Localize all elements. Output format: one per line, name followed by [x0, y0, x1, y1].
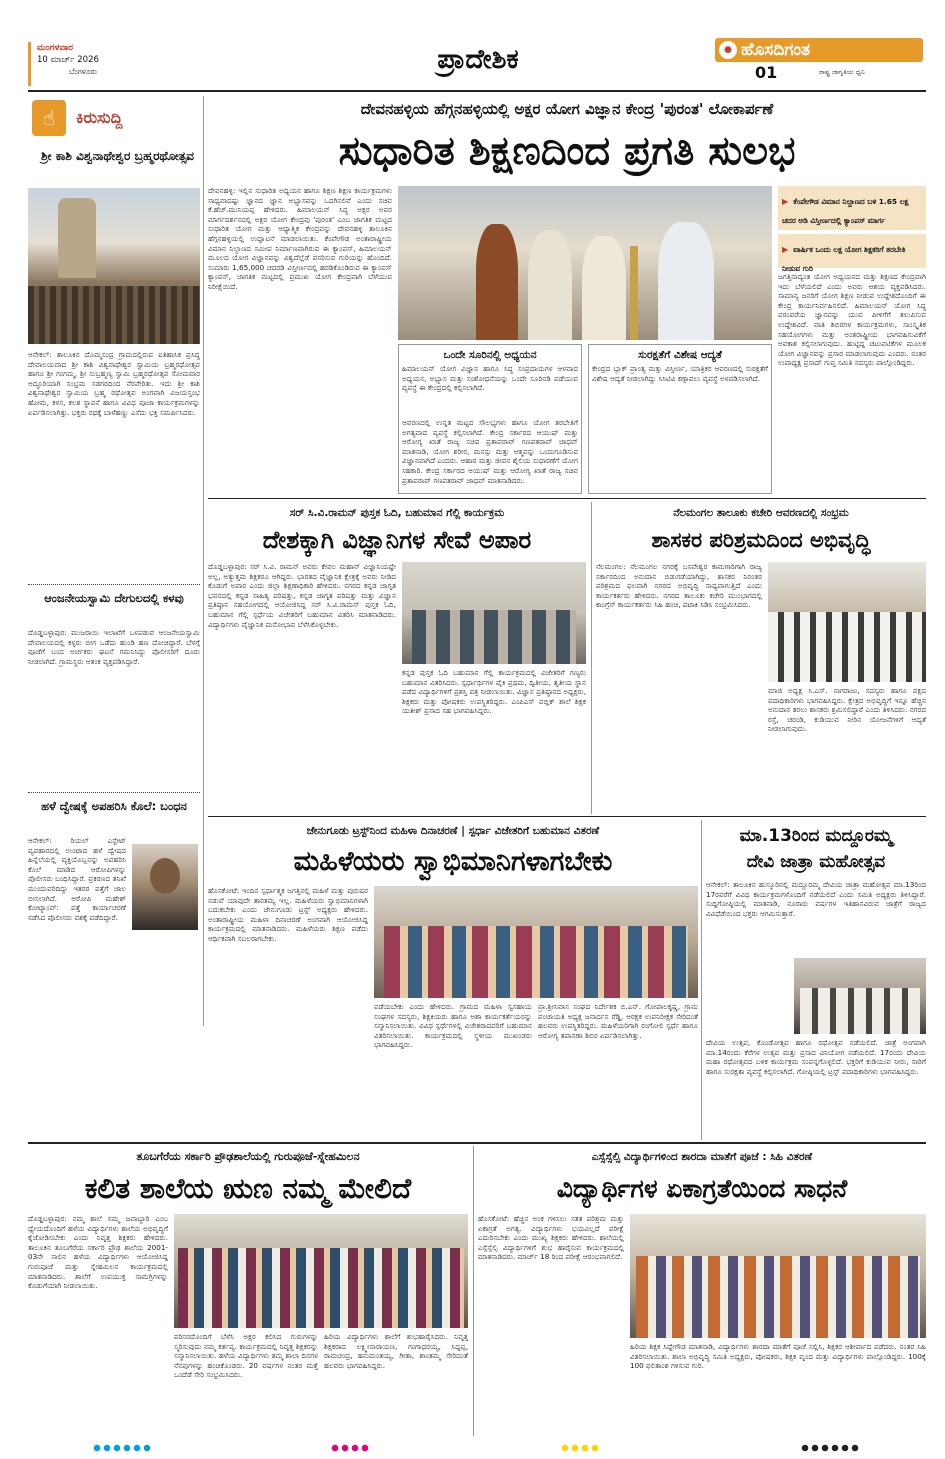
school-reunion-photo: [174, 1214, 468, 1328]
sub2-title: ಸುರಕ್ಷತೆಗೆ ವಿಶೇಷ ಆದ್ಯತೆ: [638, 349, 722, 361]
maddur-headline-1: ಮಾ.13ರಿಂದ ಮದ್ದೂರಮ್ಮ: [739, 826, 893, 846]
day-label: ಮಂಗಳವಾರ: [37, 43, 74, 53]
sub1-more: ಆವರಣದಲ್ಲಿ ಉನ್ನತ ಮಟ್ಟದ ಸೌಲಭ್ಯಗಳು ಹಾಗೂ ಯೋಗ ತರಬೇತಿಗೆ ಅಗತ್ಯವಾದ ವ್ಯವಸ್ಥೆ ಕಲ್ಪಿಸಲಾಗಿದೆ. ಕೇಂದ್ರ ಸರ್ಕಾರದ ಆಯುಷ್ ಮತ್ತು ಆರೋಗ್ಯ ಖಾತೆ ರಾಜ್ಯ ಸಚಿವ ಪ್ರತಾಪರಾವ್ ಗಣಪತರಾವ್ ಜಾಧವ್ ಮಾತನಾಡಿ, ಯೋಗ ಶರೀರ, ಮನಸ್ಸು ಮತ್ತು ಆತ್ಮವನ್ನು ಒಂದುಗೂಡಿಸುವ ವಿಜ್ಞಾನವಾಗಿದೆ ಎಂದರು. ಆಹಾರ ಮತ್ತು ಜೀವನ ಶೈಲಿಯ ಸುಧಾರಣೆಗೆ ಯೋಗ ಸಹಕಾರಿ. ಕೇಂದ್ರ ಸರ್ಕಾರದ ಆಯುಷ್ ಮತ್ತು ಆರೋಗ್ಯ ಖಾತೆ ರಾಜ್ಯ ಸಚಿವ ಪ್ರತಾಪರಾವ್ ಗಣಪತರಾವ್ ಜಾಧವ್ ಮಾತನಾಡಿದರು.: [402, 418, 578, 485]
person-monk: [476, 224, 518, 340]
crowd-shape: [28, 286, 200, 344]
students-pooja: [636, 1256, 920, 1338]
raman-headline: ದೇಶಕ್ಕಾಗಿ ವಿಜ್ಞಾನಿಗಳ ಸೇವೆ ಅಪಾರ: [262, 526, 532, 554]
lead-bottom-rule: [208, 498, 926, 499]
kiru-item1-title: ಶ್ರೀ ಕಾಶಿ ವಿಶ್ವನಾಥೇಶ್ವರ ಬ್ರಹ್ಮರಥೋತ್ಸವ: [41, 149, 194, 163]
left-col-rule: [203, 96, 204, 1026]
lead-highlight-2: [778, 234, 926, 273]
lead-kicker: ದೇವನಹಳ್ಳಿಯ ಹೆಗ್ಗನಹಳ್ಳಿಯಲ್ಲಿ ಅಕ್ಷರ ಯೋಗ ವಿಜ್ಞಾನ ಕೇಂದ್ರ 'ಪುರಂತ' ಲೋಕಾರ್ಪಣೆ: [360, 100, 774, 118]
maddur-story: [706, 820, 926, 1140]
brand-tagline: ರಾಷ್ಟ್ರ ಜಾಗೃತಿಯ ಧ್ವನಿ: [819, 68, 865, 76]
cmyk-dots-mid: [330, 1444, 370, 1452]
lead-col3: ಜಗತ್ತಿನಾದ್ಯಂತ ಯೋಗ ಅಧ್ಯಯನದ ಮತ್ತು ಶಿಕ್ಷಣದ ಕೇಂದ್ರವಾಗಿ ಇದು ಬೆಳೆಯಲಿದೆ ಎಂದು ಅವರು ಆಶಯ ವ್ಯಕ್ತಪಡಿಸಿದರು. ಸಾಮಾನ್ಯ ಜನರಿಗೆ ಯೋಗ ಶಿಕ್ಷಣ ನೀಡುವ ಉದ್ದೇಶದೊಂದಿಗೆ ಈ ಕೇಂದ್ರ ಕಾರ್ಯನಿರ್ವಹಿಸಲಿದೆ. ಹಿಮಾಲಯನ್ ಯೋಗ ಸಿದ್ಧ ಪರಂಪರೆಯ ಜ್ಞಾನವನ್ನು ಯುವ ಪೀಳಿಗೆಗೆ ತಲುಪಿಸುವ ಉದ್ದೇಶವಿದೆ. ವಾತಿ ಶಿಬಿರಗಳ ಕಾರ್ಯಕ್ರಮಗಳು, ಸಾಂಸ್ಕೃತಿಕ ಸಹಯೋಗಗಳು ಮತ್ತು ಅಂತರಾಷ್ಟ್ರೀಯ ಭಾಗವಹಿಸುವಿಕೆಗೆ ಅವಕಾಶ ಕಲ್ಪಿಸಲಾಗುವುದು. ಹುಟ್ಟಿದ್ದ ಚಟುವಟಿಕೆಗಳ ಮೂಲಕ ಯೋಗ ವಿಜ್ಞಾನವನ್ನು ಪ್ರಸಾರ ಮಾಡಲಾಗುವುದು ಎಂದರು. ನಂತರ ಉಪಾಧ್ಯಕ್ಷ ಪ್ರಸಾದ್ ಗುಪ್ತ ಸಮಿತಿ ಸದಸ್ಯರು ಪಾಲ್ಗೊಂಡಿದ್ದರು.: [778, 272, 926, 368]
nelamangala-text-1: ನೆಲಮಂಗಲ: ನೆಲಮಂಗಲ ನಗರಕ್ಕೆ ಬಸವೇಶ್ವರ ಕಾಮಗಾರಿಗಾಗಿ ರಾಜ್ಯ ಸರ್ಕಾರದಿಂದ ಅನುದಾನ ಬಿಡುಗಡೆಯಾಗಿದ್ದು, ಶಾಸಕರ ನಿರಂತರ ಪರಿಶ್ರಮದ ಫಲವಾಗಿ ನಗರದ ಅಭಿವೃದ್ಧಿ ಸಾಧ್ಯವಾಗುತ್ತಿದೆ ಎಂದು ಕಾರ್ಯಕರ್ತರು ಹೇಳಿದರು. ನಗರದ ತಾಲೂಕು ಕಚೇರಿ ಮುಂಭಾಗದಲ್ಲಿ ಕಾಂಗ್ರೆಸ್ ಕಾರ್ಯಕರ್ತರು ಸಿಹಿ ಹಂಚಿ, ಪಟಾಕಿ ಸಿಡಿಸಿ ಸಂಭ್ರಮಿಸಿದರು.: [596, 562, 762, 610]
raman-bottom-rule: [208, 816, 926, 817]
masthead: [28, 42, 926, 90]
section-title: ಪ್ರಾದೇಶಿಕ: [437, 44, 519, 75]
lead-headline: ಸುಧಾರಿತ ಶಿಕ್ಷಣದಿಂದ ಪ್ರಗತಿ ಸುಲಭ: [338, 128, 796, 174]
arrow-icon: ▶: [782, 245, 789, 254]
women-kicker: ಜೇನುಗೂಡು ಟ್ರಸ್ಟ್‌ನಿಂದ ಮಹಿಳಾ ದಿನಾಚರಣೆ | ಸ್ಪರ್ಧಾ ವಿಜೇತರಿಗೆ ಬಹುಮಾನ ವಿತರಣೆ: [306, 825, 600, 837]
women-day-photo: [374, 886, 698, 998]
maddur-text-1: ಆನೇಕಲ್: ತಾಲೂಕಿನ ಹುಸ್ಕೂರಿನಲ್ಲಿ ಮದ್ದೂರಮ್ಮ ದೇವಿಯ ಜಾತ್ರಾ ಮಹೋತ್ಸವ ಮಾ.13ರಿಂದ 17ರವರೆಗೆ ವಿವಿಧ ಕಾರ್ಯಕ್ರಮಗಳೊಂದಿಗೆ ನಡೆಯಲಿದೆ ಎಂದು ಸಮಿತಿ ಅಧ್ಯಕ್ಷರು ತಿಳಿಸಿದ್ದಾರೆ. ಸುದ್ದಿಗೋಷ್ಠಿಯಲ್ಲಿ ಮಾತನಾಡಿ, ನೂರಾರು ವರ್ಷಗಳ ಇತಿಹಾಸವಿರುವ ಜಾತ್ರೆಗೆ ರಾಜ್ಯದ ವಿವಿಧೆಡೆಯಿಂದ ಭಕ್ತರು ಆಗಮಿಸುತ್ತಾರೆ.: [706, 880, 926, 918]
kiru-item2-text: ದೊಡ್ಡಬಳ್ಳಾಪುರ: ಮುಜರಾಯಿ ಇಲಾಖೆಗೆ ಒಳಪಡುವ ಆಂಜನೇಯಸ್ವಾಮಿ ದೇವಾಲಯದಲ್ಲಿ ಕಳ್ಳರು ಬೀಗ ಒಡೆದು ಹುಂಡಿ ಹಣ ದೋಚಿದ್ದಾರೆ. ಬೆಳಗ್ಗೆ ಪೂಜೆಗೆ ಬಂದ ಅರ್ಚಕರು ಘಟನೆ ಗಮನಿಸಿದ್ದು ಪೊಲೀಸರಿಗೆ ದೂರು ನೀಡಲಾಗಿದೆ. ಗ್ರಾಮಸ್ಥರು ಆತಂಕ ವ್ಯಕ್ತಪಡಿಸಿದ್ದಾರೆ.: [28, 628, 200, 666]
students-row: [412, 610, 576, 664]
date-label: 10 ಮಾರ್ಚ್ 2026: [37, 55, 99, 65]
raman-story: [208, 502, 586, 814]
women-story: [208, 820, 698, 1140]
lamp-icon: ✹: [719, 41, 737, 59]
crowd-row: [768, 612, 926, 682]
women-right-rule: [701, 820, 702, 1140]
nelamangala-celebration-photo: [768, 562, 926, 682]
cmyk-dots-mid2: [560, 1444, 600, 1452]
alumni-group: [178, 1248, 464, 1328]
person-turban: [528, 230, 572, 340]
maddur-headline-2: ದೇವಿ ಜಾತ್ರಾ ಮಹೋತ್ಸವ: [746, 852, 886, 872]
press-group: [800, 988, 920, 1034]
kiru-item3-title: ಹಳೆ ದ್ವೇಷಕ್ಕೆ ಅಪಹರಿಸಿ ಕೊಲೆ: ಬಂಧನ: [41, 799, 187, 813]
school-headline: ಕಲಿತ ಶಾಲೆಯ ಋಣ ನಮ್ಮ ಮೇಲಿದೆ: [84, 1172, 412, 1205]
maddur-text-1b: [706, 954, 790, 1024]
maddur-text-2: ದೇವಿಯ ಉತ್ಸವ, ಕೊಂಡೋತ್ಸವ ಹಾಗೂ ರಥೋತ್ಸವ ನಡೆಯಲಿದೆ. ಜಾತ್ರೆ ಅಂಗವಾಗಿ ಮಾ.14ರಂದು ಕೆರೆಗಳ ಉತ್ಸವ ಮತ್ತು ಪ್ರಸಾದ ವಿನಿಯೋಗ ನಡೆಯಲಿದೆ. 17ರಂದು ದೇವಿಯ ಮಹಾ ರಥೋತ್ಸವದ ಬಳಿಕ ಕಾರ್ಯಕ್ರಮ ಸಂಪನ್ನಗೊಳ್ಳಲಿದೆ. ಭಕ್ತರಿಗೆ ಕುಡಿಯುವ ನೀರು, ಸಾರಿಗೆ ಹಾಗೂ ಸುರಕ್ಷತಾ ವ್ಯವಸ್ಥೆ ಕಲ್ಪಿಸಲಾಗಿದೆ. ಗೋಷ್ಠಿಯಲ್ಲಿ ಟ್ರಸ್ಟ್ ಪದಾಧಿಕಾರಿಗಳು ಭಾಗವಹಿಸಿದ್ದರು.: [706, 1038, 926, 1076]
lead-story: [208, 96, 926, 496]
maddur-press-photo: [794, 958, 926, 1034]
nelamangala-headline: ಶಾಸಕರ ಪರಿಶ್ರಮದಿಂದ ಅಭಿವೃದ್ಧಿ: [651, 528, 871, 552]
accused-portrait: [132, 844, 198, 930]
masthead-rule: [28, 90, 926, 92]
nelamangala-text-2: ಮಾಜಿ ಅಧ್ಯಕ್ಷ ಸಿ.ಎಸ್. ನಾಗರಾಜು, ಸದಸ್ಯರು ಹಾಗೂ ಪಕ್ಷದ ಪದಾಧಿಕಾರಿಗಳು ಭಾಗವಹಿಸಿದ್ದರು. ಕ್ಷೇತ್ರದ ಅಭಿವೃದ್ಧಿಗೆ ಇನ್ನೂ ಹೆಚ್ಚಿನ ಅನುದಾನ ತರಲು ಶಾಸಕರು ಶ್ರಮಿಸಲಿದ್ದಾರೆ ಎಂದು ತಿಳಿಸಿದರು. ನಗರದ ರಸ್ತೆ, ಚರಂಡಿ, ಕುಡಿಯುವ ನೀರಿನ ಯೋಜನೆಗಳಿಗೆ ಆದ್ಯತೆ ನೀಡಲಾಗುವುದು.: [768, 686, 926, 734]
hand-icon: ☝: [32, 100, 66, 136]
lead-highlight-1: [778, 186, 926, 230]
women-text-1: ಹೊಸಕೋಟೆ: ಇಂದಿನ ಸ್ಪರ್ಧಾತ್ಮಕ ಜಗತ್ತಿನಲ್ಲಿ ಮಹಿಳೆ ಮತ್ತು ಪುರುಷರ ನಡುವೆ ಯಾವುದೇ ತಾರತಮ್ಯ ಇಲ್ಲ. ಮಹಿಳೆಯರು ಸ್ವಾಭಿಮಾನಿಗಳಾಗಿ ಬದುಕಬೇಕು ಎಂದು ಜೇನುಗೂಡು ಟ್ರಸ್ಟ್ ಅಧ್ಯಕ್ಷರು ಹೇಳಿದರು. ಅಂತಾರಾಷ್ಟ್ರೀಯ ಮಹಿಳಾ ದಿನಾಚರಣೆ ಅಂಗವಾಗಿ ಆಯೋಜಿಸಿದ್ದ ಕಾರ್ಯಕ್ರಮದಲ್ಲಿ ಮಾತನಾಡಿದರು. ಮಹಿಳೆಯರು ಶಿಕ್ಷಣ ಪಡೆದು ಆರ್ಥಿಕವಾಗಿ ಸಬಲರಾಗಬೇಕು.: [208, 886, 368, 943]
school-text-1: ದೊಡ್ಡಬಳ್ಳಾಪುರ: ನಮ್ಮ ಶಾಲೆ ನಮ್ಮ ಜವಾಬ್ದಾರಿ ಎಂಬ ಧ್ಯೇಯದೊಂದಿಗೆ ಹಳೆಯ ವಿದ್ಯಾರ್ಥಿಗಳು ಶಾಲೆಯ ಅಭಿವೃದ್ಧಿಗೆ ಕೈಜೋಡಿಸಬೇಕು ಎಂದು ನಿವೃತ್ತ ಶಿಕ್ಷಕರು ಹೇಳಿದರು. ತಾಲೂಕಿನ ತೂಬಗೆರೆಯ ಸರ್ಕಾರಿ ಪ್ರೌಢ ಶಾಲೆಯ 2001-03ನೇ ಸಾಲಿನ ಹಳೆಯ ವಿದ್ಯಾರ್ಥಿಗಳು ಆಯೋಜಿಸಿದ್ದ ಗುರುಪೂಜೆ ಮತ್ತು ಸ್ನೇಹಮಿಲನ ಕಾರ್ಯಕ್ರಮದಲ್ಲಿ ಮಾತನಾಡಿದರು. ಶಾಲೆಗೆ ಉಪಯುಕ್ತ ಸಾಮಗ್ರಿಗಳನ್ನು ಕೊಡುಗೆಯಾಗಿ ನೀಡಲಾಯಿತು.: [28, 1214, 168, 1291]
raman-text-2: ಕನ್ನಡ ಪುಸ್ತಕ ಓದಿ ಬಹುಮಾನ ಗೆಲ್ಲಿ ಕಾರ್ಯಕ್ರಮದಲ್ಲಿ ವಿಜೇತರಿಗೆ ಗಣ್ಯರು ಬಹುಮಾನ ವಿತರಿಸಿದರು. ಸ್ಪರ್ಧಾರ್ಥಿಗಳ ಪೈಕಿ ಪ್ರಥಮ, ದ್ವಿತೀಯ, ತೃತೀಯ ಸ್ಥಾನ ಪಡೆದ ವಿದ್ಯಾರ್ಥಿಗಳಿಗೆ ಪ್ರಶಸ್ತಿ ಪತ್ರ ನೀಡಲಾಯಿತು. ವಿಜ್ಞಾನ ಪ್ರತಿಷ್ಠಾನದ ಅಧ್ಯಕ್ಷರು, ಶಿಕ್ಷಕರು ಮತ್ತು ಪೋಷಕರು ಉಪಸ್ಥಿತರಿದ್ದರು. ಎಂಪಿಎಸ್ ಪಬ್ಲಿಕ್ ಶಾಲೆ ಶಿಕ್ಷಕ ಯತೀಶ್ ಪ್ರಸಾದ ಸಹ ಭಾಗವಹಿಸಿದ್ದರು.: [402, 668, 586, 716]
sslc-pooja-photo: [630, 1214, 926, 1338]
kiru-label: ಕಿರುಸುದ್ದಿ: [76, 108, 123, 127]
school-kicker: ತೂಬಗೆರೆಯ ಸರ್ಕಾರಿ ಪ್ರೌಢಶಾಲೆಯಲ್ಲಿ ಗುರುಪೂಜೆ-ಸ್ನೇಹಮಿಲನ: [136, 1150, 360, 1163]
nelamangala-story: [596, 502, 926, 814]
highlight-1-text: ಕೆಂಪೇಗೌಡ ವಿಮಾನ ನಿಲ್ದಾಣದ ಬಳಿ 1.65 ಲಕ್ಷ ಚದರ ಅಡಿ ವಿಸ್ತೀರ್ಣದಲ್ಲಿ ಕ್ಯಾಂಪಸ್ ಮಾರ್ಗ: [782, 197, 909, 225]
temple-festival-photo: [28, 188, 200, 344]
print-color-marks: [0, 1438, 945, 1459]
kiru-item1-text: ಆನೇಕಲ್: ತಾಲೂಕಿನ ದೊಮ್ಮಸಂದ್ರ ಗ್ರಾಮದಲ್ಲಿರುವ ಐತಿಹಾಸಿಕ ಪ್ರಸಿದ್ಧ ದೇವಾಲಯವಾದ ಶ್ರೀ ಕಾಶಿ ವಿಶ್ವನಾಥೇಶ್ವರ ಸ್ವಾಮಿಯ ಬ್ರಹ್ಮರಥೋತ್ಸವ ಹಾಗೂ ಶ್ರೀ ಗಂಗಮ್ಮ, ಶ್ರೀ ಸುಬ್ರಹ್ಮಣ್ಯ ಸ್ವಾಮಿ ಬ್ರಹ್ಮರಥೋತ್ಸವ ಸೋಮವಾರ ಅದ್ಧೂರಿಯಾಗಿ ಸಂಭ್ರಮ ಸಡಗರದಿಂದ ನೆರವೇರಿತು. ಇದು ಶ್ರೀ ಕಾಶಿ ವಿಶ್ವನಾಥೇಶ್ವರ ಸ್ವಾಮಿಯ ಬ್ರಹ್ಮ ರಥೋತ್ಸವ ಅಂಗವಾಗಿ ವಿಜಯಸ್ತಂಭ ಹೋಮ, ಕಳಸ, ಕಲಶ ಸ್ಥಾಪನೆ ಹಾಗೂ ವಿವಿಧ ಪೂಜಾ ಕಾರ್ಯಕ್ರಮಗಳನ್ನು ಏರ್ಪಡಿಸಲಾಗಿತ್ತು. ಭಕ್ತರು ರಥಕ್ಕೆ ಬಾಳೆಹಣ್ಣು ಎಸೆದು ಭಕ್ತಿ ಸಮರ್ಪಿಸಿದರು.: [28, 350, 200, 417]
school-text-2: ಪರಿಸರದೊಂದಿಗೆ ಬೆಳೆಸಿ ಅಕ್ಷರ ಕಲಿಸಿದ ಗುರುಗಳನ್ನು ಸ್ಮರಿಸುವುದು ನಮ್ಮ ಕರ್ತವ್ಯ. ಕಾರ್ಯಕ್ರಮದಲ್ಲಿ ನಿವೃತ್ತ ಶಿಕ್ಷಕರನ್ನು ಸನ್ಮಾನಿಸಲಾಯಿತು. ಹಳೆಯ ವಿದ್ಯಾರ್ಥಿಗಳು ತಮ್ಮ ಶಾಲಾ ದಿನಗಳ ನೆನಪುಗಳನ್ನು ಹಂಚಿಕೊಂಡರು. 20 ವರ್ಷಗಳ ನಂತರ ಮತ್ತೆ ಒಂದೆಡೆ ಸೇರಿ ಸಂಭ್ರಮಿಸಿದರು.: [174, 1332, 318, 1380]
sslc-story: [478, 1146, 926, 1436]
chariot-shape: [58, 198, 96, 278]
kiru-suddi-column: [28, 96, 200, 1026]
cmyk-dots-left: [92, 1444, 152, 1452]
women-group: [384, 926, 688, 998]
brand-logo: [715, 38, 923, 84]
portrait-face: [150, 858, 180, 894]
city-label: ಬೆಂಗಳೂರು: [69, 67, 98, 76]
nelamangala-kicker: ನೆಲಮಂಗಲ ತಾಲೂಕು ಕಚೇರಿ ಆವರಣದಲ್ಲಿ ಸಂಭ್ರಮ: [673, 507, 849, 519]
sslc-text-1: ಹೊಸಕೋಟೆ: ಹೆಚ್ಚಿನ ಅಂಕ ಗಳಿಸಲು ಸತತ ಪರಿಶ್ರಮ ಮತ್ತು ಏಕಾಗ್ರತೆ ಅಗತ್ಯ. ವಿದ್ಯಾರ್ಥಿಗಳು ಭಯವಿಲ್ಲದೆ ಪರೀಕ್ಷೆ ಎದುರಿಸಬೇಕು ಎಂದು ಮುಖ್ಯ ಶಿಕ್ಷಕರು ಹೇಳಿದರು. ಶಾಲೆಯಲ್ಲಿ ಎಸ್ಸೆಸ್ಸೆಲ್ಸಿ ವಿದ್ಯಾರ್ಥಿಗಳಿಗೆ ಶುಭ ಹಾರೈಸುವ ಕಾರ್ಯಕ್ರಮದಲ್ಲಿ ಮಾತನಾಡಿದರು. ಮಾರ್ಚ್ 18 ರಿಂದ ಪರೀಕ್ಷೆ ಆರಂಭವಾಗಲಿದೆ.: [478, 1214, 624, 1262]
lead-sub1: [398, 344, 582, 494]
sub2-text: ಕೇಂದ್ರದ ಬ್ಲಾಕ್ ಪ್ರಾಂತ್ಯ ಮತ್ತು ವಿಸ್ತೀರ್ಣ, ಯಾತ್ರಿಕರ ಆವರಣದಲ್ಲಿ ಸುರಕ್ಷತೆಗೆ ವಿಶೇಷ ಆದ್ಯತೆ ನೀಡಲಾಗಿದ್ದು ಸಿಸಿಟಿವಿ ಕಣ್ಗಾವಲು ವ್ಯವಸ್ಥೆ ಅಳವಡಿಸಲಾಗಿದೆ.: [592, 364, 768, 383]
lead-col1: ದೇವನಹಳ್ಳಿ: ಇಲ್ಲಿನ ಸುಧಾರಿತ ಅಧ್ಯಯನ ಹಾಗೂ ಶಿಕ್ಷಣ ಶಿಕ್ಷಣ ಕಾರ್ಯಕ್ರಮಗಳು ಸಾಧ್ಯವಾದಷ್ಟು ಜ್ಞಾನದ ಜ್ಞಾನ ಅಭ್ಯಾಸವನ್ನು ಒದಗಿಸಲಿವೆ ಎಂದು ಸಚಿವ ಕೆ.ಹೆಚ್.ಮುನಿಯಪ್ಪ ಹೇಳಿದರು. ಹಿಮಾಲಯನ್ ಸಿದ್ಧ ಅಕ್ಷರ ಅವರ ಮಾರ್ಗದರ್ಶನದಲ್ಲಿ ಅಕ್ಷರ ಯೋಗ ಕೇಂದ್ರವು 'ಪುರಂತ' ಎಂಬ ಜಾಗತಿಕ ಮಟ್ಟದ ಸುಧಾರಿತ ಯೋಗ ಮತ್ತು ಆಧ್ಯಾತ್ಮಿಕ ಕೇಂದ್ರವನ್ನು ದೇವನಹಳ್ಳಿ ತಾಲೂಕಿನ ಹೆಗ್ಗನಹಳ್ಳಿಯಲ್ಲಿ ಉದ್ಘಾಟನೆ ಮಾಡಲಾಯಿತು. ಕೆಂಪೇಗೌಡ ಅಂತಾರಾಷ್ಟ್ರೀಯ ವಿಮಾನ ನಿಲ್ದಾಣದ ಸಮೀಪ ನಿರ್ಮಾಣವಾಗಿರುವ ಈ ಕ್ಯಾಂಪಸ್, ಹಿಮಾಲಯನ್ ಮೂಲದ ಯೋಗ ವಿಜ್ಞಾನವನ್ನು ವಿಶ್ವದೆಲ್ಲೆಡೆ ಪಸರಿಸುವ ಗುರಿಯನ್ನು ಹೊಂದಿದೆ. ಸುಮಾರು 1,65,000 ಚದರಡಿ ವಿಸ್ತೀರ್ಣದಲ್ಲಿ ಹರಡಿಕೊಂಡಿರುವ ಈ ಕ್ಯಾಂಪಸ್ ಕ್ಯಾಂಪಸ್, ಜಾಗತಿಕ ಮಟ್ಟದಲ್ಲಿ ಪ್ರಮುಖ ಯೋಗ ಕೇಂದ್ರವಾಗಿ ಬೆಳೆಯುವ ನಿರೀಕ್ಷೆಯಿದೆ.: [208, 186, 392, 291]
sslc-kicker: ಎಸ್ಸೆಸ್ಸೆಲ್ಸಿ ವಿದ್ಯಾರ್ಥಿಗಳಿಂದ ಶಾರದಾ ಮಾತೆಗೆ ಪೂಜೆ : ಸಿಹಿ ವಿತರಣೆ: [591, 1151, 813, 1163]
women-headline: ಮಹಿಳೆಯರು ಸ್ವಾಭಿಮಾನಿಗಳಾಗಬೇಕು: [293, 846, 613, 877]
kiru-item2-title: ಆಂಜನೇಯಸ್ವಾಮಿ ದೇಗುಲದಲ್ಲಿ ಕಳವು: [44, 591, 184, 605]
women-text-2: ಪಡೆಯಬೇಕು ಎಂದು ಹೇಳಿದರು. ಗ್ರಾಮದ ಮಹಿಳಾ ಸ್ವಸಹಾಯ ಸಂಘಗಳ ಸದಸ್ಯರು, ಶಿಕ್ಷಕಿಯರು ಹಾಗೂ ಆಶಾ ಕಾರ್ಯಕರ್ತೆಯರನ್ನು ಸನ್ಮಾನಿಸಲಾಯಿತು. ವಿವಿಧ ಸ್ಪರ್ಧೆಗಳಲ್ಲಿ ವಿಜೇತರಾದವರಿಗೆ ಬಹುಮಾನ ವಿತರಿಸಲಾಯಿತು. ಕಾರ್ಯಕ್ರಮದಲ್ಲಿ ಸ್ಥಳೀಯ ಮುಖಂಡರು ಭಾಗವಹಿಸಿದ್ದರು.: [374, 1002, 532, 1050]
kiru-divider-1: [28, 584, 200, 585]
mid-col-rule: [591, 502, 592, 814]
raman-text-1: ದೊಡ್ಡಬಳ್ಳಾಪುರ: ಸರ್ ಸಿ.ವಿ. ರಾಮನ್ ಅವರು ಕೇವಲ ಮಹಾನ್ ವಿಜ್ಞಾನಿಯಷ್ಟೇ ಅಲ್ಲ, ಅತ್ಯುತ್ತಮ ಶಿಕ್ಷಕರೂ ಆಗಿದ್ದರು. ಭಾರತದ ವೈಜ್ಞಾನಿಕ ಕ್ಷೇತ್ರಕ್ಕೆ ಅವರು ನೀಡಿದ ಕೊಡುಗೆ ಅಪಾರ ಎಂದು ಜಿಲ್ಲಾ ಶಿಕ್ಷಣಾಧಿಕಾರಿ ಹೇಳಿದರು. ನಗರದ ಕನ್ನಡ ಜಾಗೃತ ಭವನದಲ್ಲಿ ಕನ್ನಡ ಸಾಹಿತ್ಯ ಪರಿಷತ್ತು, ಕನ್ನಡ ಜಾಗೃತ ಪರಿಷತ್ತು ಮತ್ತು ವಿಜ್ಞಾನ ಪ್ರತಿಷ್ಠಾನ ಸಹಯೋಗದಲ್ಲಿ ಆಯೋಜಿಸಿದ್ದ ಸರ್ ಸಿ.ವಿ.ರಾಮನ್ ಪುಸ್ತಕ ಓದಿ, ಬಹುಮಾನ ಗೆಲ್ಲಿ ಸ್ಪರ್ಧೆಯ ವಿಜೇತರಿಗೆ ಬಹುಮಾನ ವಿತರಿಸಿ ಮಾತನಾಡಿದರು. ವಿದ್ಯಾರ್ಥಿಗಳು ವೈಜ್ಞಾನಿಕ ಮನೋಭಾವ ಬೆಳೆಸಿಕೊಳ್ಳಬೇಕು.: [208, 562, 396, 629]
women-text-3: ಪ್ರಾ.ಶ್ರೀನಿವಾಸ ಸಂಘದ ನಿರ್ದೇಶಕ ಬಿ.ಎನ್. ಗೋಪಾಲಕೃಷ್ಣ, ಗ್ರಾಮ ಪಂಚಾಯತಿ ಅಧ್ಯಕ್ಷ ಜನಾರ್ದನ ರೆಡ್ಡಿ, ಆರಕ್ಷಕ ಉಪನಿರೀಕ್ಷಕ ಸೇರಿದಂತೆ ಹಲವರು ಉಪಸ್ಥಿತರಿದ್ದರು. ಮಹಿಳೆಯರಿಗಾಗಿ ರಂಗೋಲಿ ಸ್ಪರ್ಧೆ ಹಾಗೂ ಆರೋಗ್ಯ ತಪಾಸಣಾ ಶಿಬಿರ ಏರ್ಪಡಿಸಲಾಗಿತ್ತು.: [538, 1002, 698, 1040]
kiru-item3-more: [28, 956, 200, 1026]
kiru-item3-text: ಆನೇಕಲ್: ರಿಯಲ್ ಎಸ್ಟೇಟ್ ವ್ಯವಹಾರದಲ್ಲಿ ಉಂಟಾದ ಹಳೆ ದ್ವೇಷದ ಹಿನ್ನೆಲೆಯಲ್ಲಿ ವ್ಯಕ್ತಿಯೊಬ್ಬನನ್ನು ಅಪಹರಿಸಿ ಕೊಲೆ ಮಾಡಿದ ಆರೋಪಿಗಳನ್ನು ಪೊಲೀಸರು ಬಂಧಿಸಿದ್ದಾರೆ. ಪ್ರಕರಣದ ತನಿಖೆ ಮುಂದುವರಿದಿದ್ದು ಇತರರ ಪತ್ತೆಗೆ ಜಾಲ ಬೀಸಲಾಗಿದೆ. ಆರೋಪಿ ಮಹೇಶ್ ಕೋಟ್ಯಾಂವ್: ಪತ್ತೆ ಕಾರ್ಯಾಚರಣೆ ನಡೆಸಿದ ಪೊಲೀಸರು ವಶಕ್ಕೆ ಪಡೆದಿದ್ದಾರೆ.: [28, 836, 126, 922]
arrow-icon: ▶: [782, 197, 789, 206]
school-story: [28, 1146, 468, 1436]
kiru-divider-2: [28, 792, 200, 793]
person-center: [582, 236, 626, 340]
sslc-headline: ವಿದ್ಯಾರ್ಥಿಗಳ ಏಕಾಗ್ರತೆಯಿಂದ ಸಾಧನೆ: [556, 1174, 848, 1203]
lamp-stand: [630, 246, 638, 340]
brand-name: ಹೊಸದಿಗಂತ: [741, 40, 811, 60]
raman-prize-photo: [402, 562, 586, 664]
sslc-text-2: ಹಿರಿಯ ಶಿಕ್ಷಕ ಸಿದ್ದೇಗೌಡ ಮಾತನಾಡಿ, ವಿದ್ಯಾರ್ಥಿಗಳು ಶಾರದಾ ಮಾತೆಗೆ ಪೂಜೆ ಸಲ್ಲಿಸಿ, ಶಿಕ್ಷಕರ ಆಶೀರ್ವಾದ ಪಡೆದರು. ನಂತರ ಸಿಹಿ ವಿತರಿಸಲಾಯಿತು. ಶಾಲಾ ಅಭಿವೃದ್ಧಿ ಸಮಿತಿ ಅಧ್ಯಕ್ಷರು, ಪೋಷಕರು, ಶಿಕ್ಷಕ ವೃಂದ ಮತ್ತು ವಿದ್ಯಾರ್ಥಿಗಳು ಪಾಲ್ಗೊಂಡಿದ್ದರು. 100ಕ್ಕೆ 100 ಫಲಿತಾಂಶ ಗಳಿಸುವ ಗುರಿ.: [630, 1342, 926, 1371]
page-number: 01: [755, 63, 778, 82]
person-right: [658, 222, 714, 340]
lead-inauguration-photo: [398, 186, 772, 340]
cmyk-dots-right: [800, 1444, 860, 1452]
highlight-2-text: ವಾರ್ಷಿಕ ಒಂದು ಲಕ್ಷ ಯೋಗ ಶಿಕ್ಷಕರಿಗೆ ತರಬೇತಿ ನೀಡುವ ಗುರಿ: [782, 245, 906, 273]
bottom-mid-rule: [473, 1146, 474, 1436]
sub1-text: ಹಿಮಾಲಯನ್ ಯೋಗ ವಿಜ್ಞಾನ ಹಾಗೂ ಸಿದ್ಧ ಸಂಪ್ರದಾಯಗಳ ಆಳವಾದ ಅಧ್ಯಯನ, ಅಭ್ಯಾಸ ಮತ್ತು ಸಂಶೋಧನೆಯನ್ನು ಒಂದೇ ಸೂರಿನಡಿ ಪಡೆಯುವ ವ್ಯವಸ್ಥೆ ಈ ಕೇಂದ್ರದಲ್ಲಿ ಕಲ್ಪಿಸಲಾಗಿದೆ.: [402, 364, 578, 393]
school-text-3: ಹಿರಿಯ ವಿದ್ಯಾರ್ಥಿಗಳು ಶಾಲೆಗೆ ಶುಭಹಾರೈಸಿದರು. ನಿವೃತ್ತ ಶಿಕ್ಷಕರಾದ ಲಕ್ಷ್ಮೀನಾರಾಯಣ, ಗಂಗಾಧರಯ್ಯ, ಸಿದ್ದಪ್ಪ, ರಾಮಚಂದ್ರ, ಹನುಮಂತಯ್ಯ, ಗೀತಾ, ಶಾಂತಮ್ಮ ಸೇರಿದಂತೆ ಹಲವರು ಭಾಗವಹಿಸಿದ್ದರು.: [324, 1332, 468, 1370]
kiru-header: [28, 100, 200, 140]
sub1-title: ಒಂದೇ ಸೂರಿನಲ್ಲಿ ಅಧ್ಯಯನ: [443, 349, 537, 361]
lead-sub2: [588, 344, 772, 494]
raman-kicker: ಸರ್ ಸಿ.ವಿ.ರಾಮನ್ ಪುಸ್ತಕ ಓದಿ, ಬಹುಮಾನ ಗೆಲ್ಲಿ ಕಾರ್ಯಕ್ರಮ: [289, 507, 505, 519]
women-bottom-rule: [28, 1142, 926, 1144]
date-box: [28, 42, 146, 86]
